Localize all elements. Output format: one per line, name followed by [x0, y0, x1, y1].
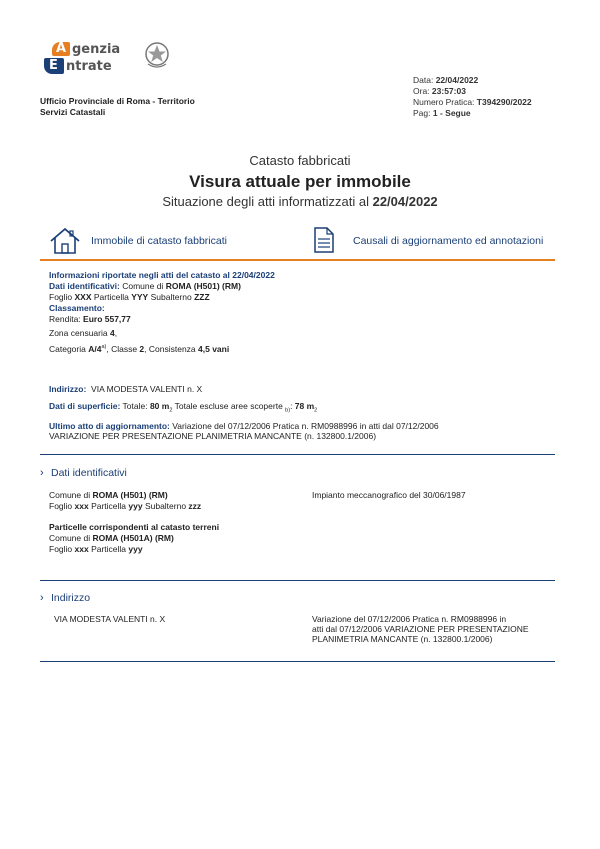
info-ultimo-row: Ultimo atto di aggiornamento: Variazione del 07/12/2006 Pratica n. RM0988996 in atti dal 07/12/2006 VARIAZIONE PER PRESENTAZIONE PLANIMETRIA MANCANTE (n. 132800.1/2006): [49, 420, 439, 441]
info-heading: Informazioni riportate negli atti del catasto al 22/04/2022: [49, 270, 275, 280]
section-indirizzo-title[interactable]: Indirizzo: [51, 592, 91, 604]
info-foglio-row: Foglio XXX Particella YYY Subalterno ZZZ: [49, 292, 210, 302]
page-subtitle: Situazione degli atti informatizzati al 22/04/2022: [162, 194, 438, 209]
section-dati-title[interactable]: Dati identificativi: [51, 467, 127, 479]
dati-foglio-row: Foglio xxx Particella yyy Subalterno zzz: [49, 501, 202, 511]
office-line2: Servizi Catastali: [40, 107, 106, 117]
nav-divider: [40, 259, 555, 261]
particelle-title: Particelle corrispondenti al catasto terreni: [49, 522, 220, 532]
dati-divider: [40, 580, 555, 581]
logo-e-letter: E: [49, 58, 58, 73]
section-dati-left: [49, 490, 299, 555]
info-categoria-row: Categoria A/4$^{a)}$, Classe 2, Consistenza 4,5 vani: [49, 343, 230, 354]
info-dati-row: Dati identificativi: Comune di ROMA (H501) (RM): [49, 281, 241, 291]
house-icon: [49, 227, 81, 255]
info-rendita-row: Rendita: Euro 557,77: [49, 314, 131, 324]
particelle-comune-row: Comune di ROMA (H501A) (RM): [49, 533, 174, 543]
meta-pratica: Numero Pratica: T394290/2022: [413, 97, 532, 107]
section-title: Catasto fabbricati: [249, 153, 351, 168]
info-block: [49, 270, 559, 355]
info-indirizzo-row: Indirizzo: VIA MODESTA VALENTI n. X: [49, 384, 203, 394]
office-block: [40, 96, 195, 118]
nav-causali[interactable]: Causali di aggiornamento ed annotazioni: [353, 235, 544, 247]
dati-impianto: Impianto meccanografico del 30/06/1987: [312, 490, 466, 500]
dati-comune-row: Comune di ROMA (H501) (RM): [49, 490, 168, 500]
header-meta: [413, 75, 532, 119]
office-line1: Ufficio Provinciale di Roma - Territorio: [40, 96, 195, 106]
meta-ora: Ora: 23:57:03: [413, 86, 466, 96]
agenzia-entrate-logo: [44, 40, 174, 76]
info-classamento-label: Classamento:: [49, 303, 105, 313]
meta-data: Data: 22/04/2022: [413, 75, 479, 85]
meta-pag: Pag: 1 - Segue: [413, 108, 471, 118]
particelle-foglio-row: Foglio xxx Particella yyy: [49, 544, 143, 554]
republic-emblem-icon: [144, 40, 170, 70]
chevron-right-icon: ›: [40, 467, 44, 479]
indirizzo-divider: [40, 661, 555, 662]
logo-line2: ntrate: [66, 59, 112, 74]
indirizzo-value: VIA MODESTA VALENTI n. X: [54, 614, 166, 624]
logo-a-letter: A: [56, 41, 67, 56]
info-block-2: [49, 384, 569, 441]
info-zona-row: Zona censuaria 4,: [49, 328, 118, 338]
info-superficie-row: Dati di superficie: Totale: 80 $m_2$ Totale escluse aree scoperte $_{b)}$: 78 $m_2$: [49, 401, 318, 414]
document-icon: [313, 226, 335, 254]
info-divider: [40, 454, 555, 455]
indirizzo-variazione: Variazione del 07/12/2006 Pratica n. RM0988996 in atti dal 07/12/2006 VARIAZIONE PER PRESENTAZIONE PLANIMETRIA MANCANTE (n. 132800.1/2006): [312, 614, 529, 644]
chevron-right-icon: ›: [40, 592, 44, 604]
logo-line1: genzia: [72, 42, 121, 57]
nav-immobile[interactable]: Immobile di catasto fabbricati: [91, 235, 227, 247]
page-title: Visura attuale per immobile: [189, 172, 411, 191]
